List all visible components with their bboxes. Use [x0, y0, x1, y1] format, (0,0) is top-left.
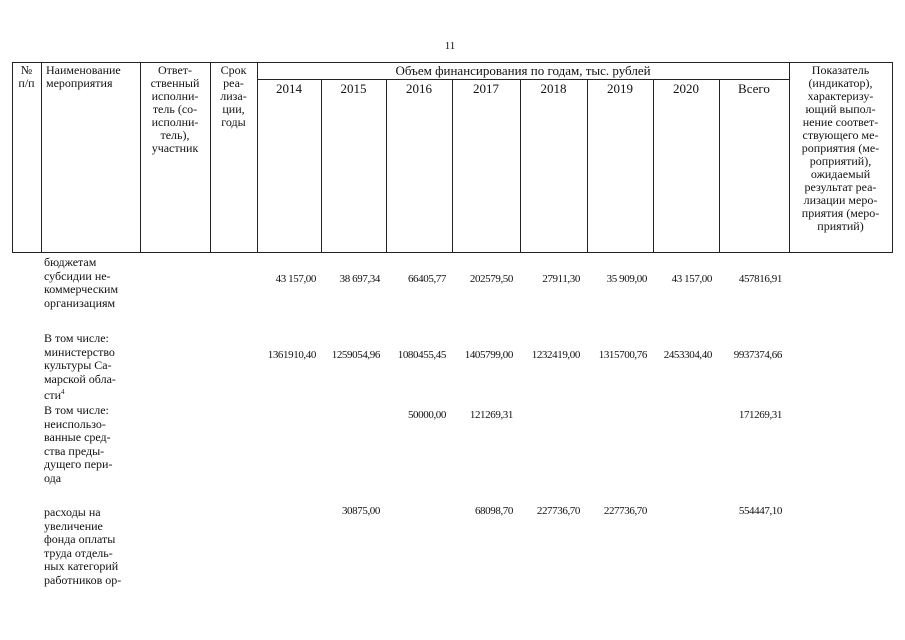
- header-indicator: Показатель (индикатор), характеризу- ющий выпол- нение соответ- ствующего ме- роприятия (ме- роприятий), ожидаемый результат реа- лизации меро- приятия (меро- приятий): [801, 63, 880, 233]
- year-header-2017: 2017: [473, 81, 499, 96]
- col-border: [41, 62, 42, 253]
- year-header-2020: 2020: [673, 81, 699, 96]
- cell-value: 38 697,34: [339, 273, 380, 285]
- row-label: бюджетам субсидии не- коммерческим организациям: [44, 255, 119, 310]
- col-border: [520, 79, 521, 253]
- col-border: [12, 62, 13, 253]
- cell-value: 35 909,00: [606, 273, 647, 285]
- cell-value: 43 157,00: [275, 273, 316, 285]
- cell-value: 2453304,40: [663, 349, 712, 361]
- col-border: [587, 79, 588, 253]
- col-border: [386, 79, 387, 253]
- year-header-2018: 2018: [540, 81, 567, 96]
- page-number: 11: [444, 40, 456, 52]
- year-header-total: Всего: [738, 81, 770, 96]
- header-name: Наименование мероприятия: [46, 63, 121, 90]
- cell-value: 50000,00: [407, 409, 446, 421]
- row-label: В том числе: неиспользо- ванные сред- ства преды- дущего пери- ода: [44, 403, 113, 485]
- cell-value: 27911,30: [542, 273, 580, 285]
- cell-value: 171269,31: [738, 409, 782, 421]
- cell-value: 30875,00: [341, 505, 380, 517]
- cell-value: 1361910,40: [267, 349, 316, 361]
- cell-value: 43 157,00: [671, 273, 712, 285]
- cell-value: 227736,70: [603, 505, 647, 517]
- col-border: [719, 79, 720, 253]
- col-border: [452, 79, 453, 253]
- cell-value: 1232419,00: [531, 349, 580, 361]
- year-header-2014: 2014: [276, 81, 302, 96]
- cell-value: 1315700,76: [598, 349, 647, 361]
- year-header-2015: 2015: [340, 81, 367, 96]
- row-label: В том числе: министерство культуры Са- марской обла- сти$^4$: [44, 331, 116, 403]
- row-label: расходы на увеличение фонда оплаты труда отдель- ных категорий работников ор-: [44, 505, 122, 587]
- cell-value: 1080455,45: [397, 349, 446, 361]
- col-border: [653, 79, 654, 253]
- years-row-border: [257, 79, 789, 80]
- cell-value: 554447,10: [738, 505, 782, 517]
- cell-value: 1259054,96: [331, 349, 380, 361]
- header-funding-title: Объем финансирования по годам, тыс. рублей: [395, 63, 651, 78]
- cell-value: 1405799,00: [464, 349, 513, 361]
- header-executor: Ответ- ственный исполни- тель (со- исполни- тель), участник: [150, 63, 200, 155]
- cell-value: 227736,70: [536, 505, 580, 517]
- year-header-2019: 2019: [607, 81, 633, 96]
- header-num: № п/п: [18, 63, 35, 90]
- cell-value: 202579,50: [469, 273, 513, 285]
- cell-value: 121269,31: [469, 409, 513, 421]
- cell-value: 66405,77: [407, 273, 446, 285]
- year-header-2016: 2016: [406, 81, 432, 96]
- cell-value: 9937374,66: [733, 349, 782, 361]
- col-border: [892, 62, 893, 253]
- cell-value: 68098,70: [474, 505, 513, 517]
- col-border: [321, 79, 322, 253]
- cell-value: 457816,91: [738, 273, 782, 285]
- header-term: Срок реа- лиза- ции, годы: [220, 63, 247, 129]
